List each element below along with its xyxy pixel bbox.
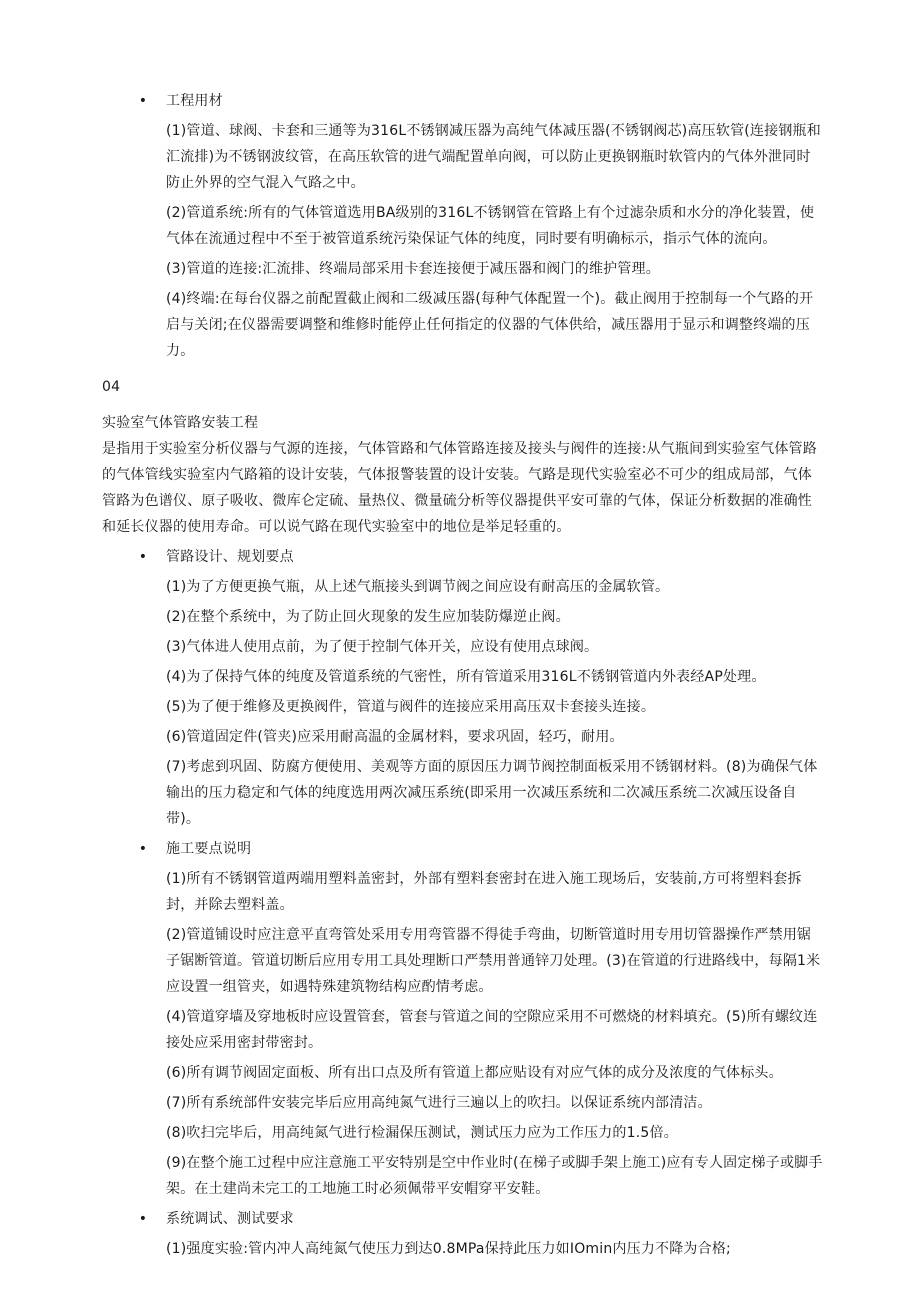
construction-item-1: (1)所有不锈钢管道两端用塑料盖密封，外部有塑料套密封在进入施工现场后，安装前,方可将塑料套拆封，并除去塑料盖。 (166, 871, 802, 913)
testing-item-1: (1)强度实验:管内冲人高纯氮气使压力到达0.8MPa保持此压力如IOmin内压力不降为合格; (166, 1241, 731, 1257)
construction-item-5: (7)所有系统部件安装完毕后应用高纯氮气进行三遍以上的吹扫。以保证系统内部清洁。 (166, 1095, 712, 1111)
construction-item-3: (4)管道穿墙及穿地板时应设置管套，管套与管道之间的空隙应采用不可燃烧的材料填充。(5)所有螺纹连接处应采用密封带密封。 (166, 1009, 818, 1051)
heading-text: 施工要点说明 (166, 841, 252, 857)
bullet-icon: • (138, 549, 148, 565)
construction-item-4: (6)所有调节阀固定面板、所有出口点及所有管道上都应贴设有对应气体的成分及浓度的气体标头。 (166, 1065, 783, 1081)
heading-text: 管路设计、规划要点 (166, 549, 294, 565)
intro-paragraph: 是指用于实验室分析仪器与气源的连接，气体管路和气体管路连接及接头与阀件的连接:从气瓶间到实验室气体管路的气体管线实验室内气路箱的设计安装，气体报警装置的设计安装。气路是现代实验室必不可少的组成局部，气体管路为色谱仪、原子吸收、微库仑定硫、量热仪、微量硫分析等仪器提供平安可靠的气体，保证分析数据的准确性和延长仪器的使用寿命。可以说气路在现代实验室中的地位是举足轻重的。 (102, 441, 817, 535)
materials-item-4: (4)终端:在每台仪器之前配置截止阀和二级减压器(每种气体配置一个)。截止阀用于控制每一个气路的开启与关闭;在仪器需要调整和维修时能停止任何指定的仪器的气体供给，减压器用于显示和调整终端的压力。 (166, 291, 814, 359)
bullet-heading-testing (102, 1206, 824, 1232)
heading-text: 系统调试、测试要求 (166, 1211, 294, 1227)
design-item-4: (4)为了保持气体的纯度及管道系统的气密性，所有管道采用316L不锈钢管道内外表经AP处理。 (166, 669, 766, 685)
design-item-5: (5)为了便于维修及更换阀件，管道与阀件的连接应采用高压双卡套接头连接。 (166, 699, 656, 715)
construction-item-7: (9)在整个施工过程中应注意施工平安特别是空中作业时(在梯子或脚手架上施工)应有专人固定梯子或脚手架。在土建尚未完工的工地施工时必须佩带平安帽穿平安鞋。 (166, 1155, 823, 1197)
bullet-icon: • (138, 93, 148, 109)
materials-item-3: (3)管道的连接:汇流排、终端局部采用卡套连接便于减压器和阀门的维护管理。 (166, 261, 660, 277)
design-item-7: (7)考虑到巩固、防腐方便使用、美观等方面的原因压力调节阀控制面板采用不锈钢材料。(8)为确保气体输出的压力稳定和气体的纯度选用两次减压系统(即采用一次减压系统和二次减压系统二次减压设备自带)。 (166, 759, 818, 827)
bullet-heading-materials (102, 88, 824, 114)
design-item-3: (3)气体进人使用点前，为了便于控制气体开关，应设有使用点球阀。 (166, 639, 599, 655)
heading-text: 工程用材 (166, 93, 223, 109)
section-number: 04 (102, 379, 121, 395)
design-item-2: (2)在整个系统中，为了防止回火现象的发生应加装防爆逆止阀。 (166, 609, 570, 625)
bullet-icon: • (138, 841, 148, 857)
bullet-icon: • (138, 1211, 148, 1227)
design-item-6: (6)管道固定件(管夹)应采用耐高温的金属材料，要求巩固，轻巧，耐用。 (166, 729, 624, 745)
section-title: 实验室气体管路安装工程 (102, 415, 259, 431)
bullet-heading-construction (102, 836, 824, 862)
design-item-1: (1)为了方便更换气瓶，从上述气瓶接头到调节阀之间应设有耐高压的金属软管。 (166, 579, 670, 595)
materials-item-1: (1)管道、球阀、卡套和三通等为316L不锈钢减压器为高纯气体减压器(不锈钢阀芯)高压软管(连接钢瓶和汇流排)为不锈钢波纹管，在高压软管的进气端配置单向阀，可以防止更换钢瓶时软管内的气体外泄同时防止外界的空气混入气路之中。 (166, 123, 821, 191)
materials-item-2: (2)管道系统:所有的气体管道选用BA级别的316L不锈钢管在管路上有个过滤杂质和水分的净化装置，使气体在流通过程中不至于被管道系统污染保证气体的纯度，同时要有明确标示，指示气体的流向。 (166, 205, 815, 247)
construction-item-6: (8)吹扫完毕后，用高纯氮气进行检漏保压测试，测试压力应为工作压力的1.5倍。 (166, 1125, 678, 1141)
bullet-heading-design (102, 544, 824, 570)
construction-item-2: (2)管道铺设时应注意平直弯管处采用专用弯管器不得徒手弯曲，切断管道时用专用切管器操作严禁用锯子锯断管道。管道切断后应用专用工具处理断口严禁用普通锌刀处理。(3)在管道的行进路线中，每隔1米应设置一组管夹，如遇特殊建筑物结构应酌情考虑。 (166, 927, 821, 995)
